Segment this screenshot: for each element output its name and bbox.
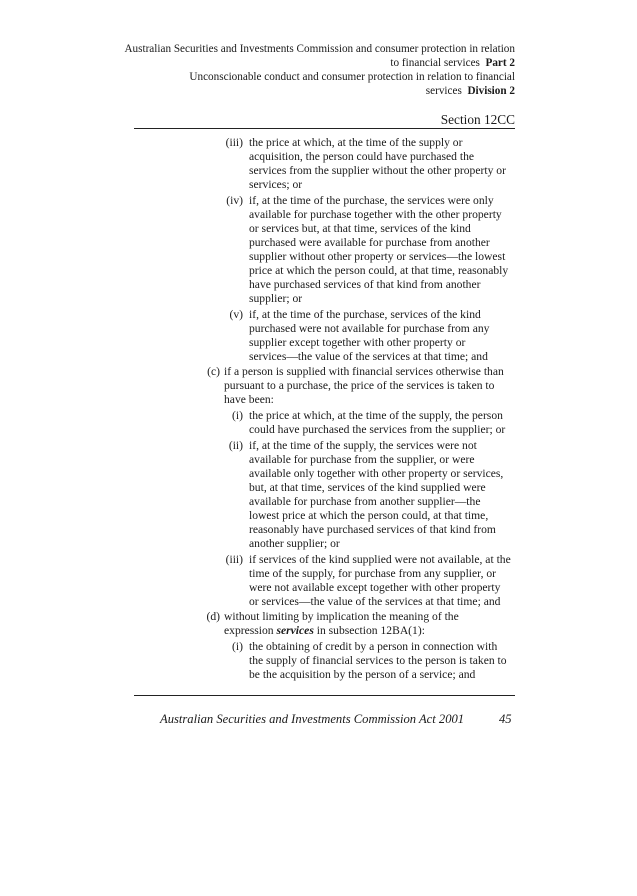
footer-act-title: Australian Securities and Investments Commission Act 2001 — [160, 712, 465, 726]
paragraph-c-ii-line: but, at that time, services of the kind supplied were — [249, 481, 486, 494]
paragraph-iv-line: available for purchase together with the other property — [249, 208, 502, 221]
paragraph-d-i-line: the obtaining of credit by a person in connection with — [249, 640, 498, 653]
paragraph-c-ii-line: reasonably have purchased services of that kind from — [249, 523, 496, 536]
paragraph-v-line: if, at the time of the purchase, services of the kind — [249, 308, 481, 321]
paragraph-iv-line: purchased were available for purchase from another — [249, 236, 490, 249]
paragraph-v-line: services—the value of the services at that time; and — [249, 350, 488, 363]
page-number: 45 — [499, 712, 512, 726]
running-header-division-label: Division 2 — [467, 85, 515, 97]
paragraph-d-line — [224, 624, 425, 638]
paragraph-d-label: (d) — [206, 610, 220, 623]
running-header-line-2 — [390, 56, 515, 70]
paragraph-c-ii-line: available for purchase from another supplier—the — [249, 495, 481, 508]
paragraph-c-line: if a person is supplied with financial services otherwise than — [224, 365, 504, 378]
paragraph-c-i-label: (i) — [232, 409, 243, 422]
paragraph-iv-line: price at which the person could, at that time, reasonably — [249, 264, 509, 277]
paragraph-iv-line: or services but, at that time, services of the kind — [249, 222, 471, 235]
paragraph-c-ii-line: lowest price at which the person could, at that time, — [249, 509, 489, 522]
paragraph-iii-line: services; or — [249, 178, 303, 191]
paragraph-d-text: in subsection 12BA(1): — [313, 624, 425, 637]
paragraph-c-iii-line: or services—the value of the services at that time; and — [249, 595, 501, 608]
running-header-line-3: Unconscionable conduct and consumer protection in relation to financial — [189, 71, 515, 83]
paragraph-c-line: pursuant to a purchase, the price of the services is taken to — [224, 379, 495, 392]
paragraph-d-text: expression — [224, 624, 277, 637]
paragraph-iv-line: supplier without other property or services—the lowest — [249, 250, 506, 263]
paragraph-iii-label: (iii) — [225, 136, 243, 149]
paragraph-c-iii-line: if services of the kind supplied were not available, at the — [249, 553, 511, 566]
paragraph-v-label: (v) — [229, 308, 243, 321]
paragraph-c-i-line: the price at which, at the time of the supply, the person — [249, 409, 503, 422]
paragraph-d-i-label: (i) — [232, 640, 243, 653]
running-header-part-text: to financial services — [390, 57, 480, 69]
paragraph-iii-line: acquisition, the person could have purchased the — [249, 150, 475, 163]
paragraph-v-line: supplier except together with other property or — [249, 336, 466, 349]
paragraph-c-ii-line: another supplier; or — [249, 537, 340, 550]
paragraph-c-ii-line: available only together with other property or services, — [249, 467, 504, 480]
running-header-part-label: Part 2 — [485, 57, 515, 69]
paragraph-c-ii-label: (ii) — [228, 439, 243, 452]
paragraph-c-ii-line: if, at the time of the supply, the services were not — [249, 439, 477, 452]
paragraph-v-line: purchased were not available for purchase from any — [249, 322, 490, 335]
paragraph-d-i-line: the supply of financial services to the person is taken to — [249, 654, 507, 667]
paragraph-c-iii-line: time of the supply, for purchase from any supplier, or — [249, 567, 497, 580]
header-rule — [134, 128, 515, 129]
paragraph-c-label: (c) — [207, 365, 220, 378]
paragraph-iv-label: (iv) — [226, 194, 243, 207]
paragraph-iv-line: if, at the time of the purchase, the services were only — [249, 194, 494, 207]
paragraph-d-line: without limiting by implication the meaning of the — [224, 610, 459, 623]
running-header-division-text: services — [425, 85, 462, 97]
defined-term-services: services — [276, 624, 314, 637]
paragraph-iii-line: services from the supplier without the other property or — [249, 164, 506, 177]
running-header-line-1: Australian Securities and Investments Commission and consumer protection in relation — [124, 43, 515, 55]
paragraph-iii-line: the price at which, at the time of the supply or — [249, 136, 463, 149]
paragraph-iv-line: have purchased services of that kind from another — [249, 278, 481, 291]
paragraph-iv-line: supplier; or — [249, 292, 303, 305]
section-heading: Section 12CC — [440, 112, 515, 127]
paragraph-c-i-line: could have purchased the services from the supplier; or — [249, 423, 506, 436]
paragraph-c-iii-label: (iii) — [225, 553, 243, 566]
paragraph-c-line: have been: — [224, 393, 274, 406]
paragraph-c-ii-line: available for purchase from the supplier, or were — [249, 453, 475, 466]
footer-rule — [134, 695, 515, 696]
paragraph-d-i-line: be the acquisition by the person of a service; and — [249, 668, 476, 681]
running-header-line-4 — [426, 84, 515, 98]
paragraph-c-iii-line: were not available except together with other property — [249, 581, 501, 594]
